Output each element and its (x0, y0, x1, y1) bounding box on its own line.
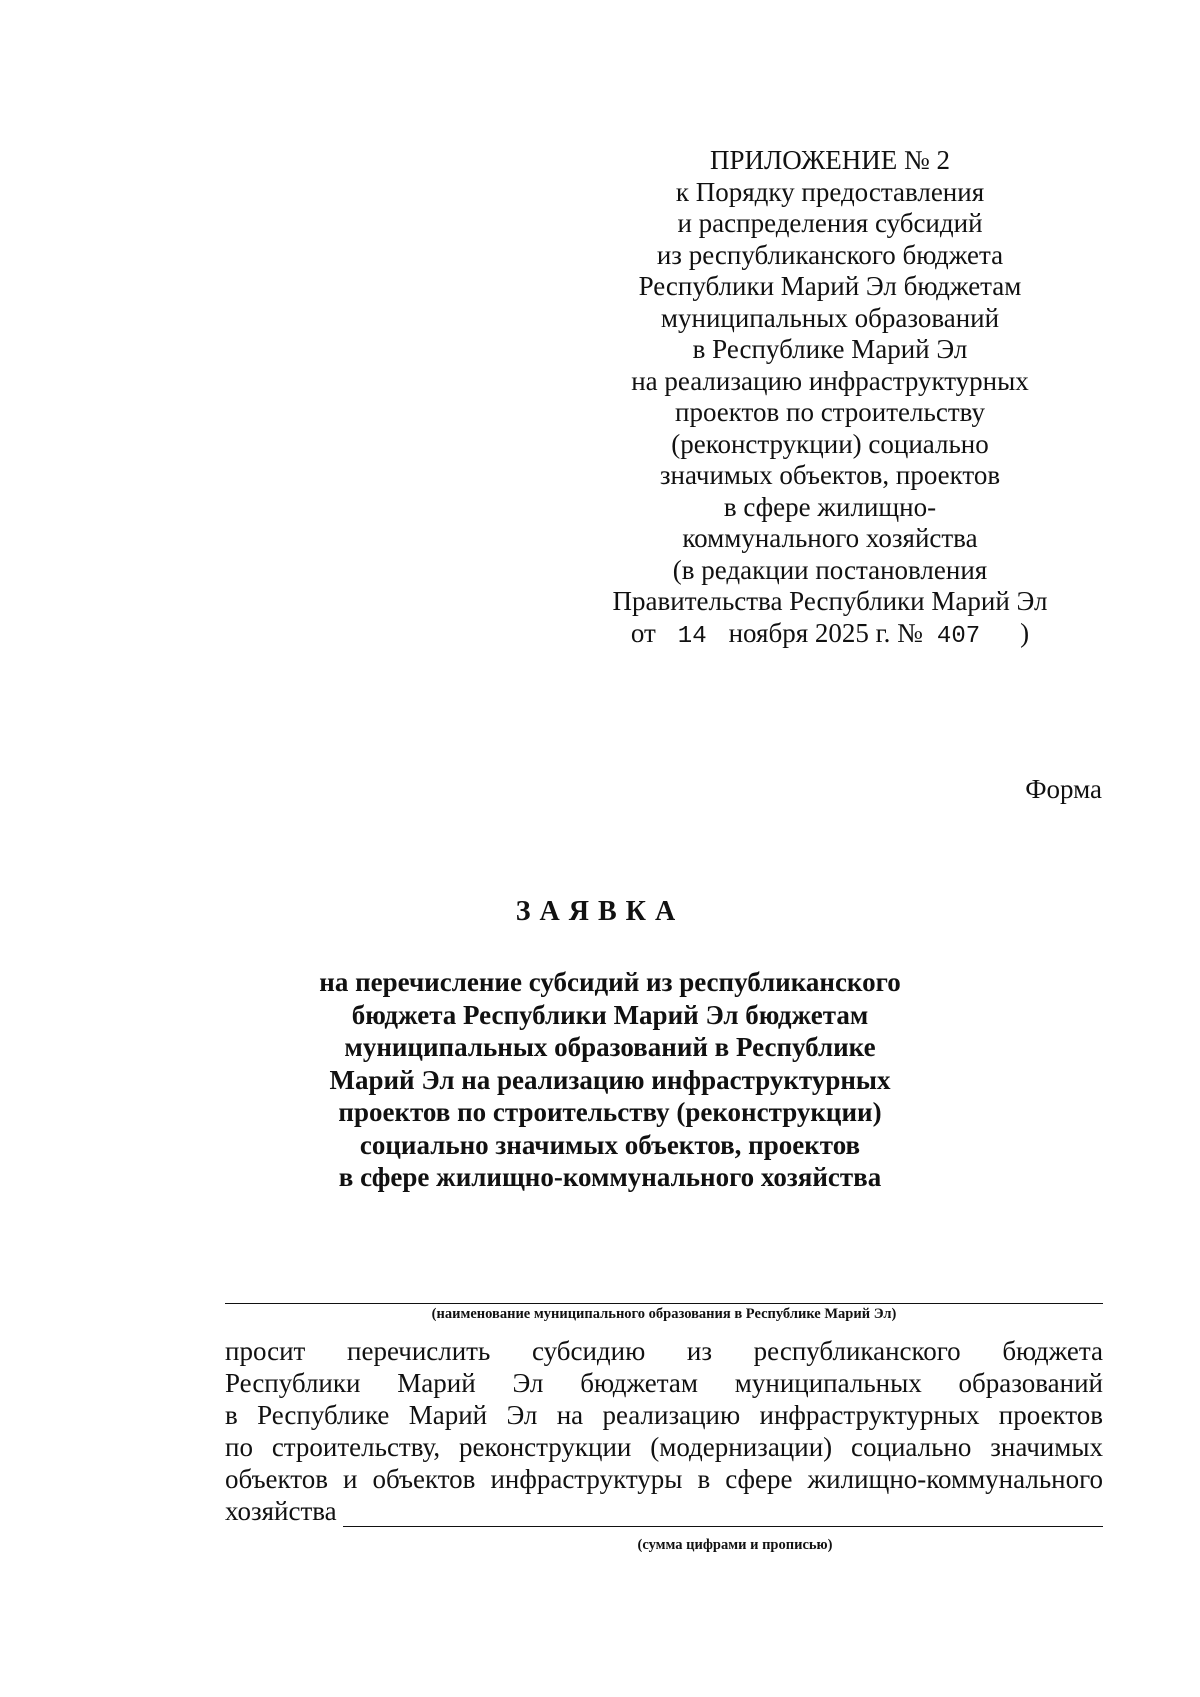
body-last-word: хозяйства (225, 1496, 337, 1526)
request-body (225, 1335, 1103, 1561)
appendix-line: (реконструкции) социально (671, 428, 989, 459)
form-label: Форма (1025, 774, 1102, 804)
date-day: 14 (677, 622, 707, 650)
appendix-title: ПРИЛОЖЕНИЕ № 2 (709, 145, 951, 175)
appendix-line: в сфере жилищно- (723, 491, 937, 522)
appendix-line: муниципальных образований (660, 302, 1000, 333)
appendix-line: Республики Марий Эл бюджетам (638, 271, 1022, 301)
municipality-field (225, 1303, 1103, 1323)
document-title: ЗАЯВКА (515, 896, 685, 927)
subtitle-line: Марий Эл на реализацию инфраструктурных (329, 1064, 891, 1095)
body-line: Республики Марий Эл бюджетам муниципальных образований (225, 1368, 1103, 1398)
body-line: объектов и объектов инфраструктуры в сфере жилищно-коммунального (225, 1464, 1103, 1494)
appendix-line: (в редакции постановления (672, 554, 988, 585)
appendix-line: из республиканского бюджета (656, 239, 1004, 270)
subtitle-line: муниципальных образований в Республике (344, 1032, 876, 1062)
municipality-blank-line (225, 1303, 1103, 1304)
subtitle-line: социально значимых объектов, проектов (359, 1129, 861, 1160)
subtitle-line: проектов по строительству (реконструкции) (338, 1097, 882, 1127)
body-line: просит перечислить субсидию из республиканского бюджета (225, 1336, 1103, 1366)
sum-line (225, 1495, 1103, 1527)
appendix-line: на реализацию инфраструктурных (631, 365, 1029, 396)
date-month-year: ноября 2025 г. № (728, 617, 923, 648)
appendix-line: значимых объектов, проектов (659, 460, 1001, 490)
appendix-line: в Республике Марий Эл (692, 334, 968, 364)
body-line: по строительству, реконструкции (модернизации) социально значимых (225, 1432, 1103, 1462)
sum-blank-line (343, 1502, 1103, 1527)
appendix-header (560, 145, 1100, 652)
appendix-line: Правительства Республики Марий Эл (612, 586, 1048, 616)
date-close: ) (1020, 617, 1030, 648)
appendix-line: и распределения субсидий (677, 208, 983, 238)
subtitle-line: на перечисление субсидий из республиканского (319, 967, 901, 997)
date-prefix: от (630, 617, 656, 648)
appendix-line: коммунального хозяйства (682, 523, 978, 553)
document-subtitle (250, 966, 970, 1194)
appendix-line: проектов по строительству (675, 397, 985, 427)
resolution-date-line (560, 618, 1100, 653)
subtitle-line: бюджета Республики Марий Эл бюджетам (351, 999, 869, 1030)
subtitle-line: в сфере жилищно-коммунального хозяйства (338, 1162, 882, 1192)
municipality-caption: (наименование муниципального образования в Республике Марий Эл) (431, 1306, 897, 1322)
body-line: в Республике Марий Эл на реализацию инфраструктурных проектов (225, 1400, 1103, 1430)
sum-caption: (сумма цифрами и прописью) (637, 1537, 833, 1553)
resolution-number: 407 (936, 622, 981, 650)
appendix-line: к Порядку предоставления (675, 176, 985, 207)
